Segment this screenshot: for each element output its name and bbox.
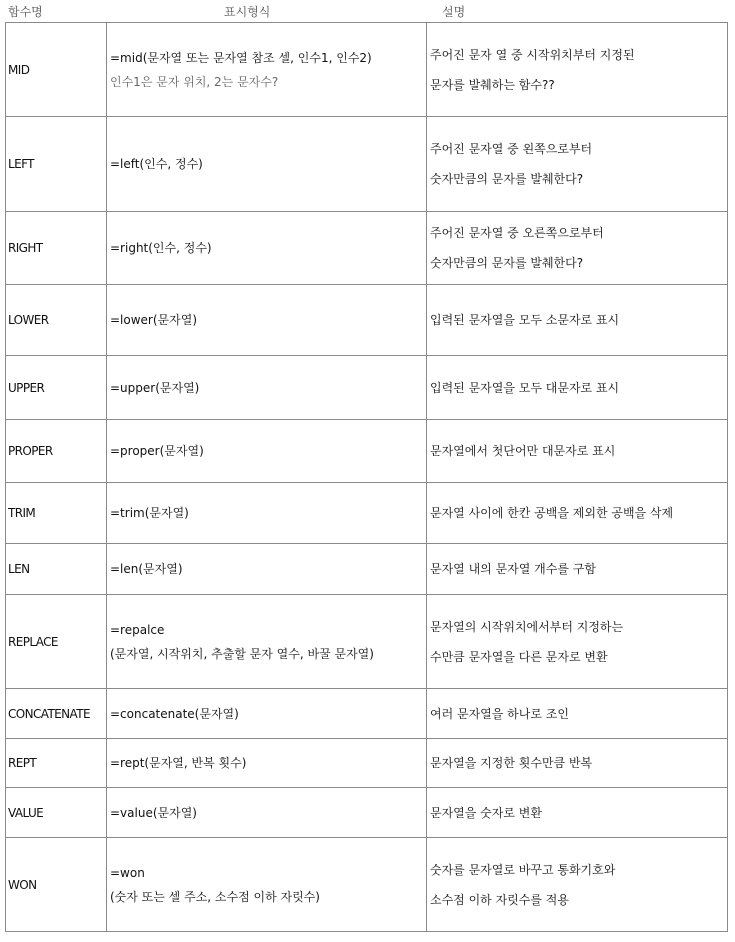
description-cell <box>427 689 728 739</box>
description-cell <box>427 420 728 483</box>
description-cell <box>427 285 728 356</box>
format-cell <box>107 739 427 788</box>
table-row <box>6 689 728 739</box>
function-name-cell: RIGHT <box>6 212 107 285</box>
format-line: =repalce <box>110 622 165 637</box>
description-line: 수만큼 문자열을 다른 문자로 변환 <box>430 649 608 664</box>
function-name-cell: LEFT <box>6 117 107 212</box>
description-line: 숫자를 문자열로 바꾸고 통화기호와 <box>430 862 616 877</box>
header-description: 설명 <box>442 5 466 19</box>
header-format: 표시형식 <box>224 5 271 19</box>
table-row <box>6 356 728 420</box>
table-row <box>6 788 728 838</box>
format-cell <box>107 544 427 595</box>
format-line: =won <box>110 865 145 880</box>
format-cell <box>107 838 427 932</box>
table-row <box>6 285 728 356</box>
description-cell <box>427 117 728 212</box>
format-line: =proper(문자열) <box>110 444 204 458</box>
description-cell <box>427 483 728 544</box>
format-line: =len(문자열) <box>110 562 183 576</box>
format-cell <box>107 285 427 356</box>
format-line: (숫자 또는 셀 주소, 소수점 이하 자릿수) <box>110 889 320 904</box>
function-name-cell: PROPER <box>6 420 107 483</box>
header-function-name: 함수명 <box>8 5 43 19</box>
format-cell <box>107 212 427 285</box>
description-cell <box>427 544 728 595</box>
description-line: 주어진 문자열 중 왼쪽으로부터 <box>430 142 593 156</box>
description-line: 주어진 문자 열 중 시작위치부터 지정된 <box>430 47 635 62</box>
format-line: (문자열, 시작위치, 추출할 문자 열수, 바꿀 문자열) <box>110 646 374 661</box>
description-line: 문자열을 숫자로 변환 <box>430 805 542 820</box>
description-cell <box>427 739 728 788</box>
format-line: =trim(문자열) <box>110 506 189 520</box>
description-line: 문자열을 지정한 횟수만큼 반복 <box>430 756 593 770</box>
description-line: 문자열 사이에 한칸 공백을 제외한 공백을 삭제 <box>430 506 674 520</box>
format-line: =lower(문자열) <box>110 313 198 327</box>
function-name-cell: LEN <box>6 544 107 595</box>
function-name-cell: CONCATENATE <box>6 689 107 739</box>
format-cell <box>107 356 427 420</box>
format-cell <box>107 788 427 838</box>
description-line: 입력된 문자열을 모두 소문자로 표시 <box>430 313 620 327</box>
description-line: 여러 문자열을 하나로 조인 <box>430 706 569 721</box>
function-name-cell: VALUE <box>6 788 107 838</box>
description-cell <box>427 595 728 689</box>
function-name-cell: REPT <box>6 739 107 788</box>
format-line: 인수1은 문자 위치, 2는 문자수? <box>110 74 279 89</box>
table-row <box>6 23 728 117</box>
format-cell <box>107 595 427 689</box>
function-name-cell: REPLACE <box>6 595 107 689</box>
table-row <box>6 483 728 544</box>
function-table <box>5 22 728 932</box>
description-line: 숫자만큼의 문자를 발췌한다? <box>430 256 584 270</box>
format-line: =right(인수, 정수) <box>110 241 212 255</box>
format-line: =value(문자열) <box>110 805 197 820</box>
format-line: =mid(문자열 또는 문자열 참조 셀, 인수1, 인수2) <box>110 50 372 65</box>
table-row <box>6 420 728 483</box>
description-line: 문자열에서 첫단어만 대문자로 표시 <box>430 444 616 458</box>
table-header <box>0 0 735 22</box>
format-cell <box>107 420 427 483</box>
format-cell <box>107 117 427 212</box>
format-cell <box>107 689 427 739</box>
format-line: =upper(문자열) <box>110 380 200 395</box>
description-cell <box>427 838 728 932</box>
format-line: =concatenate(문자열) <box>110 706 239 721</box>
function-name-cell: WON <box>6 838 107 932</box>
description-cell <box>427 23 728 117</box>
format-line: =left(인수, 정수) <box>110 157 203 171</box>
description-line: 숫자만큼의 문자를 발췌한다? <box>430 172 584 186</box>
format-line: =rept(문자열, 반복 횟수) <box>110 756 247 770</box>
description-line: 주어진 문자열 중 오른쪽으로부터 <box>430 226 604 240</box>
description-line: 입력된 문자열을 모두 대문자로 표시 <box>430 380 620 395</box>
description-cell <box>427 356 728 420</box>
table-row <box>6 212 728 285</box>
description-line: 문자를 발췌하는 함수?? <box>430 77 555 92</box>
table-row <box>6 595 728 689</box>
description-line: 문자열 내의 문자열 개수를 구함 <box>430 562 596 576</box>
function-name-cell: MID <box>6 23 107 117</box>
description-line: 소수점 이하 자릿수를 적용 <box>430 892 569 907</box>
function-name-cell: LOWER <box>6 285 107 356</box>
function-name-cell: UPPER <box>6 356 107 420</box>
description-cell <box>427 212 728 285</box>
table-row <box>6 544 728 595</box>
description-cell <box>427 788 728 838</box>
format-cell <box>107 483 427 544</box>
description-line: 문자열의 시작위치에서부터 지정하는 <box>430 619 624 634</box>
table-row <box>6 838 728 932</box>
function-name-cell: TRIM <box>6 483 107 544</box>
table-row <box>6 117 728 212</box>
table-row <box>6 739 728 788</box>
format-cell <box>107 23 427 117</box>
